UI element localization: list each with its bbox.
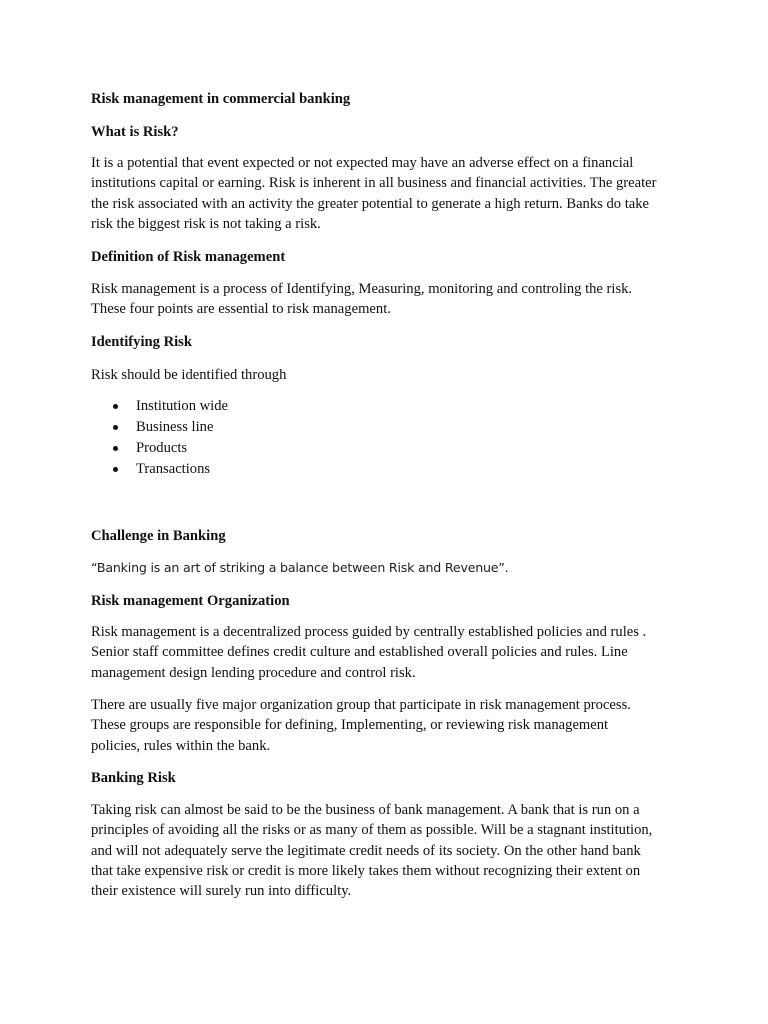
paragraph-organization-1 bbox=[91, 622, 691, 683]
list-item bbox=[91, 438, 691, 459]
text-line: the risk associated with an activity the greater potential to generate a high return. Banks do take bbox=[91, 195, 650, 212]
heading-organization: Risk management Organization bbox=[91, 593, 290, 609]
text-line: It is a potential that event expected or not expected may have an adverse effect on a financial bbox=[91, 155, 634, 171]
bullet-icon bbox=[113, 425, 118, 430]
list-item-label: Business line bbox=[136, 419, 214, 435]
heading-identifying-risk: Identifying Risk bbox=[91, 334, 192, 350]
list-item-label: Institution wide bbox=[136, 398, 229, 414]
paragraph-what-is-risk bbox=[91, 153, 691, 234]
text-line: their existence will surely run into difficulty. bbox=[91, 883, 352, 900]
text-line: institutions capital or earning. Risk is inherent in all business and financial activities. The greater bbox=[91, 175, 657, 192]
list-item-label: Transactions bbox=[136, 461, 211, 477]
paragraph-organization-2 bbox=[91, 695, 691, 756]
text-line: principles of avoiding all the risks or as many of them as possible. Will be a stagnant institution, bbox=[91, 822, 653, 839]
bullet-icon bbox=[113, 467, 118, 472]
text-line: risk the biggest risk is not taking a risk. bbox=[91, 215, 321, 232]
text-line: Risk management is a decentralized process guided by centrally established policies and rules . bbox=[91, 624, 647, 640]
identifying-intro: Risk should be identified through bbox=[91, 367, 287, 383]
bullet-icon bbox=[113, 446, 118, 451]
text-line: management design lending procedure and control risk. bbox=[91, 664, 416, 681]
bullet-icon bbox=[113, 404, 118, 409]
list-item bbox=[91, 459, 691, 480]
text-line: that take expensive risk or credit is more likely takes them without recognizing their extent on bbox=[91, 862, 641, 879]
list-item bbox=[91, 396, 691, 417]
heading-banking-risk: Banking Risk bbox=[91, 770, 176, 786]
heading-challenge: Challenge in Banking bbox=[91, 528, 226, 544]
document-title: Risk management in commercial banking bbox=[91, 91, 351, 107]
text-line: and will not adequately serve the legitimate credit needs of its society. On the other hand bank bbox=[91, 842, 641, 859]
text-line: Taking risk can almost be said to be the business of bank management. A bank that is run on a bbox=[91, 802, 640, 818]
identifying-bullet-list bbox=[91, 396, 691, 480]
text-line: Risk management is a process of Identifying, Measuring, monitoring and controling the risk. bbox=[91, 281, 633, 297]
text-line: These four points are essential to risk management. bbox=[91, 301, 391, 318]
text-line: Senior staff committee defines credit culture and established overall policies and rules. Line bbox=[91, 644, 628, 661]
heading-what-is-risk: What is Risk? bbox=[91, 124, 179, 140]
paragraph-definition bbox=[91, 279, 691, 320]
list-item bbox=[91, 417, 691, 438]
paragraph-banking-risk bbox=[91, 800, 691, 901]
heading-definition: Definition of Risk management bbox=[91, 249, 286, 265]
text-line: There are usually five major organization group that participate in risk management process. bbox=[91, 697, 631, 713]
text-line: These groups are responsible for defining, Implementing, or reviewing risk management bbox=[91, 717, 609, 734]
text-line: policies, rules within the bank. bbox=[91, 737, 271, 754]
challenge-quote: “Banking is an art of striking a balance between Risk and Revenue”. bbox=[91, 560, 509, 575]
list-item-label: Products bbox=[136, 440, 188, 456]
